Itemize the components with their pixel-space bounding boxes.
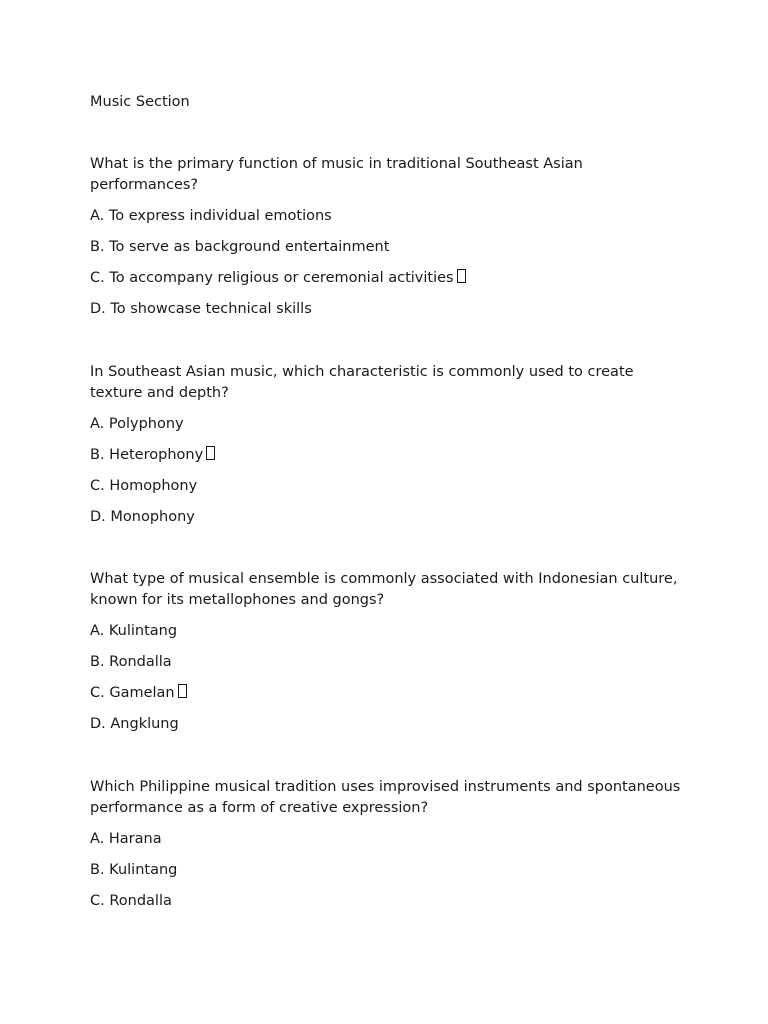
option-a bbox=[90, 414, 690, 435]
option-label: B. Heterophony bbox=[90, 447, 204, 463]
option-c bbox=[90, 268, 690, 289]
option-b bbox=[90, 237, 690, 258]
option-label: B. To serve as background entertainment bbox=[90, 239, 390, 255]
option-label: B. Kulintang bbox=[90, 862, 178, 878]
option-a bbox=[90, 829, 690, 850]
question-4 bbox=[90, 777, 690, 912]
question-text: Which Philippine musical tradition uses improvised instruments and spontaneous performance as a form of creative expression? bbox=[90, 779, 681, 816]
option-a bbox=[90, 206, 690, 227]
option-b bbox=[90, 445, 690, 466]
option-d bbox=[90, 714, 690, 735]
option-label: C. To accompany religious or ceremonial activities bbox=[90, 270, 454, 286]
option-label: C. Gamelan bbox=[90, 685, 175, 701]
option-label: D. Angklung bbox=[90, 716, 179, 732]
option-label: D. To showcase technical skills bbox=[90, 301, 312, 317]
option-label: B. Rondalla bbox=[90, 654, 172, 670]
option-label: D. Monophony bbox=[90, 509, 195, 525]
option-c bbox=[90, 683, 690, 704]
option-label: A. To express individual emotions bbox=[90, 208, 332, 224]
option-label: A. Harana bbox=[90, 831, 162, 847]
section-title: Music Section bbox=[90, 94, 190, 110]
option-b bbox=[90, 652, 690, 673]
option-label: A. Polyphony bbox=[90, 416, 184, 432]
option-label: C. Rondalla bbox=[90, 893, 172, 909]
question-3 bbox=[90, 569, 690, 735]
option-d bbox=[90, 299, 690, 320]
option-c bbox=[90, 476, 690, 497]
question-text: What type of musical ensemble is commonly associated with Indonesian culture, known for its metallophones and gongs? bbox=[90, 571, 678, 608]
option-c bbox=[90, 891, 690, 912]
question-2 bbox=[90, 362, 690, 528]
question-1 bbox=[90, 154, 690, 320]
option-label: A. Kulintang bbox=[90, 623, 178, 639]
question-text: In Southeast Asian music, which characteristic is commonly used to create texture and depth? bbox=[90, 364, 634, 401]
option-a bbox=[90, 621, 690, 642]
option-label: C. Homophony bbox=[90, 478, 198, 494]
answer-mark-icon bbox=[178, 684, 187, 698]
answer-mark-icon bbox=[206, 446, 215, 460]
question-text: What is the primary function of music in traditional Southeast Asian performances? bbox=[90, 156, 583, 193]
option-b bbox=[90, 860, 690, 881]
answer-mark-icon bbox=[457, 269, 466, 283]
option-d bbox=[90, 507, 690, 528]
